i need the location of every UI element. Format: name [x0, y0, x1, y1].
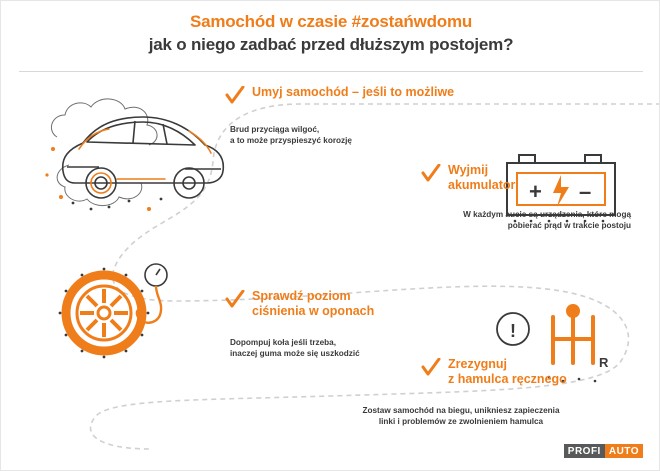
- header-divider: [19, 71, 643, 72]
- step-wash-description: [230, 124, 495, 146]
- step-tyres-title-line2: ciśnienia w oponach: [252, 304, 375, 318]
- step-brake-desc-line1: Zostaw samochód na biegu, unikniesz zapieczenia: [362, 406, 560, 415]
- step-remove-battery: [421, 163, 651, 231]
- car-illustration: [39, 79, 234, 219]
- logo-text-profi: PROFI: [564, 444, 605, 458]
- orange-check-icon: [225, 290, 245, 310]
- step-brake-desc-line2: linki i problemów ze zwolnieniem hamulca: [378, 417, 544, 426]
- page-title-line1: Samochód w czasie #zostańwdomu: [189, 12, 473, 31]
- step-tyres-desc-line1: Dopompuj koła jeśli trzeba,: [230, 338, 337, 347]
- step-brake-heading: [421, 357, 646, 387]
- step-wash-desc-line1: Brud przyciąga wilgoć,: [230, 125, 320, 134]
- step-battery-desc-line1: W każdym aucie są urządzenia, które mogą: [463, 210, 631, 219]
- step-tyres-title-line1: Sprawdź poziom: [252, 289, 351, 303]
- step-tyres-desc-line2: inaczej guma może się uszkodzić: [230, 349, 360, 358]
- step-wash-desc-line2: a to może przyspieszyć korozję: [230, 136, 352, 145]
- warning-exclamation-label: !: [510, 321, 516, 341]
- step-brake-title-line2: z hamulca ręcznego: [448, 372, 567, 386]
- orange-check-icon: [421, 358, 441, 378]
- profiauto-logo: [564, 444, 643, 458]
- step-release-handbrake: [362, 357, 646, 427]
- step-battery-title-line1: Wyjmij: [448, 163, 489, 177]
- step-check-tyre-pressure: [225, 289, 475, 359]
- step-battery-heading: [421, 163, 651, 193]
- page-title-line2: jak o niego zadbać przed dłuższym postojem?: [148, 35, 514, 54]
- battery-minus-label: –: [579, 179, 592, 204]
- step-tyres-description: [230, 337, 475, 359]
- step-wash-car: [225, 85, 495, 146]
- orange-check-icon: [421, 164, 441, 184]
- step-wash-title: Umyj samochód – jeśli to możliwe: [252, 85, 455, 99]
- logo-text-auto: AUTO: [605, 444, 643, 458]
- step-battery-title-line2: akumulator: [448, 178, 516, 192]
- wheel-with-pressure-gauge-illustration: [56, 263, 196, 378]
- gear-reverse-label: R: [599, 355, 609, 370]
- step-wash-heading: [225, 85, 495, 106]
- step-brake-title-line1: Zrezygnuj: [448, 357, 508, 371]
- orange-check-icon: [225, 86, 245, 106]
- step-tyres-heading: [225, 289, 475, 319]
- step-battery-description: [421, 209, 631, 231]
- battery-plus-label: +: [529, 179, 542, 204]
- step-brake-description: [291, 405, 631, 427]
- step-battery-desc-line2: pobierać prąd w trakcie postoju: [507, 221, 631, 230]
- page-header: [1, 11, 660, 57]
